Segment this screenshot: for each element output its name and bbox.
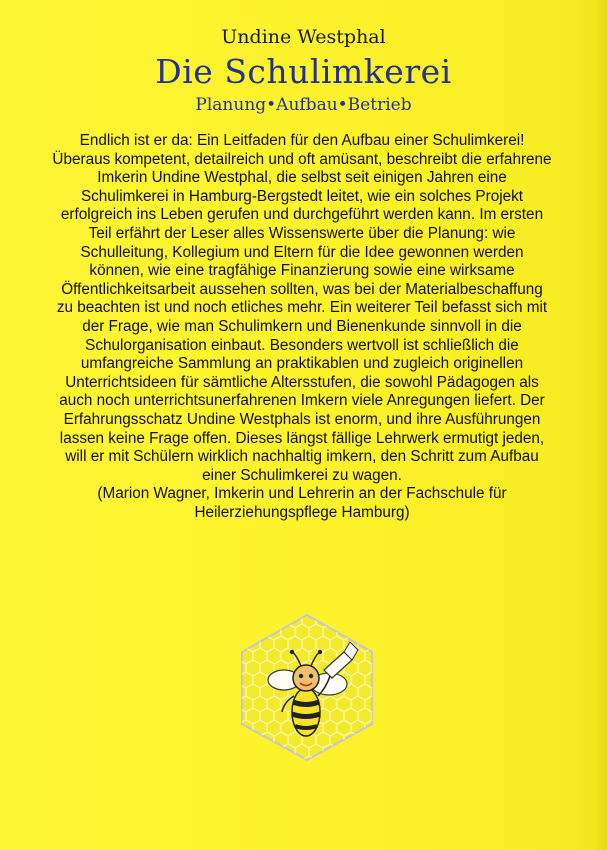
blurb-attribution: (Marion Wagner, Imkerin und Lehrerin an der Fachschule für Heilerziehungspflege Hamburg) bbox=[97, 485, 507, 521]
blurb bbox=[52, 132, 552, 522]
cover-edge bbox=[593, 0, 607, 850]
bee-honeycomb-logo-icon bbox=[232, 612, 382, 762]
author-name: Undine Westphal bbox=[221, 26, 386, 48]
book-subtitle: Planung•Aufbau•Betrieb bbox=[195, 95, 412, 115]
blurb-text: Endlich ist er da: Ein Leitfaden für den Aufbau einer Schulimkerei! Überaus kompetent, detailreich und oft amüsant, beschreibt die erfahrene Imkerin Undine Westphal, die selbst seit einigen Jahren eine Schulimkerei in Hamburg-Bergstedt leitet, wie ein solches Projekt erfolgreich ins Leben gerufen und durchgeführt werden kann. Im ersten Teil erfährt der Leser alles Wissenswerte über die Planung: wie Schulleitung, Kollegium und Eltern für die Idee gewonnen werden können, wie eine tragfähige Finanzierung sowie eine wirksame Öffentlichkeitsarbeit aussehen sollten, was bei der Materialbeschaffung zu beachten ist und noch etliches mehr. Ein weiterer Teil befasst sich mit der Frage, wie man Schulimkern und Bienenkunde sinnvoll in die Schulorganisation einbaut. Besonders wertvoll ist schließlich die umfangreiche Sammlung an praktikablen und zugleich originellen Unterrichtsideen für sämtliche Altersstufen, die sowohl Pädagogen als auch noch unterrichtsunerfahrenen Imkern viele Anregungen liefert. Der Erfahrungsschatz Undine Westphals ist enorm, und ihre Ausführungen lassen keine Frage offen. Dieses längst fällige Lehrwerk ermutigt jeden, will er mit Schülern wirklich nachhaltig imkern, den Schritt zum Aufbau einer Schulimkerei zu wagen. bbox=[52, 132, 552, 484]
book-title: Die Schulimkerei bbox=[155, 52, 452, 91]
